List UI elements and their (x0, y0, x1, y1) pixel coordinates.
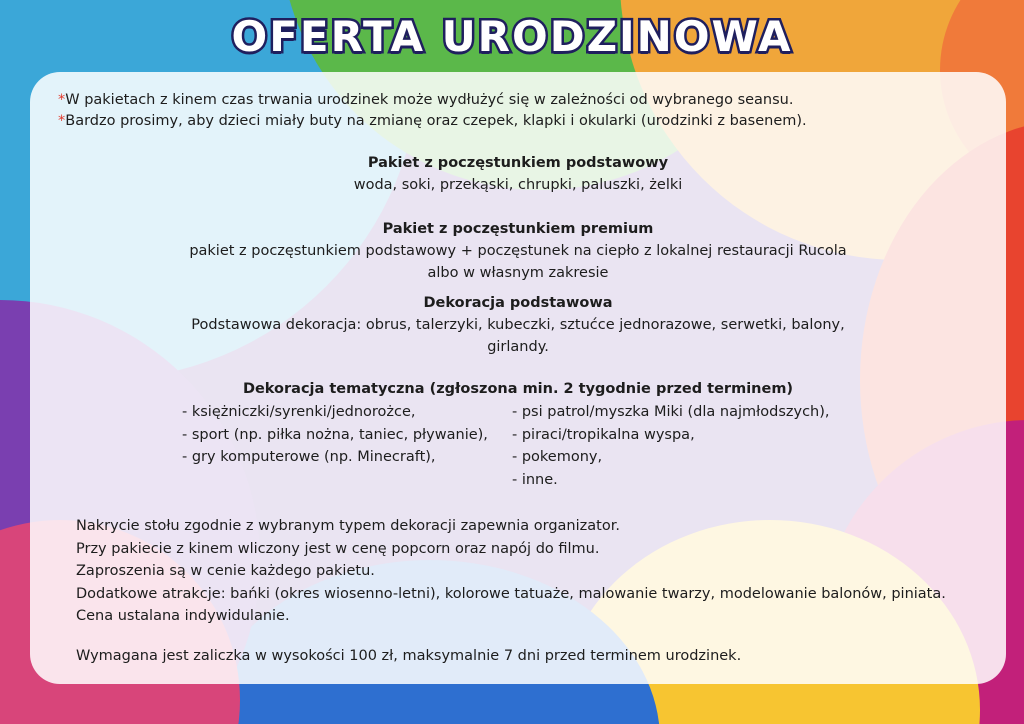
package-premium-text: albo w własnym zakresie (427, 265, 609, 281)
decoration-basic (30, 292, 1006, 358)
theme-list-left (182, 401, 488, 469)
note-line (58, 90, 807, 111)
list-item: - pokemony, (512, 449, 603, 465)
footer-line: Nakrycie stołu zgodnie z wybranym typem dekoracji zapewnia organizator. (76, 518, 620, 534)
decoration-basic-text: girlandy. (487, 339, 549, 355)
decoration-theme (30, 378, 1006, 400)
package-premium-text: pakiet z poczęstunkiem podstawowy + poczęstunek na ciepło z lokalnej restauracji Rucola (189, 243, 847, 259)
footer-line: Przy pakiecie z kinem wliczony jest w cenę popcorn oraz napój do filmu. (76, 540, 600, 557)
list-item: - piraci/tropikalna wyspa, (512, 426, 695, 443)
list-item: - inne. (512, 471, 558, 488)
list-item: - księżniczki/syrenki/jednorożce, (182, 404, 416, 420)
deposit-note: Wymagana jest zaliczka w wysokości 100 zł, maksymalnie 7 dni przed terminem urodzinek. (76, 648, 742, 664)
list-item: - sport (np. piłka nożna, taniec, pływanie), (182, 426, 488, 443)
decoration-theme-heading: Dekoracja tematyczna (zgłoszona min. 2 tygodnie przed terminem) (242, 381, 794, 397)
note-marker: * (58, 92, 66, 108)
list-item: - psi patrol/myszka Miki (dla najmłodszych), (512, 404, 830, 420)
footer-line: Zaproszenia są w cenie każdego pakietu. (76, 563, 375, 579)
package-premium (30, 218, 1006, 284)
footer-info (76, 515, 946, 628)
package-basic (30, 152, 1006, 196)
package-basic-text: woda, soki, przekąski, chrupki, paluszki, żelki (353, 177, 683, 193)
notes-section (58, 90, 807, 132)
theme-list-right (512, 401, 830, 491)
note-text: W pakietach z kinem czas trwania urodzinek może wydłużyć się w zależności od wybranego seansu. (65, 92, 794, 108)
package-basic-heading: Pakiet z poczęstunkiem podstawowy (367, 155, 669, 171)
note-line (58, 111, 807, 132)
footer-line: Cena ustalana indywidulanie. (76, 608, 290, 624)
package-premium-heading: Pakiet z poczęstunkiem premium (382, 221, 654, 237)
list-item: - gry komputerowe (np. Minecraft), (182, 449, 436, 465)
page-title: OFERTA URODZINOWA (231, 12, 793, 61)
decoration-basic-heading: Dekoracja podstawowa (423, 295, 613, 311)
decoration-basic-text: Podstawowa dekoracja: obrus, talerzyki, kubeczki, sztućce jednorazowe, serwetki, balony, (191, 317, 845, 333)
note-marker: * (58, 113, 66, 129)
note-text: Bardzo prosimy, aby dzieci miały buty na zmianę oraz czepek, klapki i okularki (urodzinki z basenem). (65, 113, 807, 129)
footer-line: Dodatkowe atrakcje: bańki (okres wiosenno-letni), kolorowe tatuaże, malowanie twarzy, modelowanie balonów, piniata. (76, 585, 946, 602)
